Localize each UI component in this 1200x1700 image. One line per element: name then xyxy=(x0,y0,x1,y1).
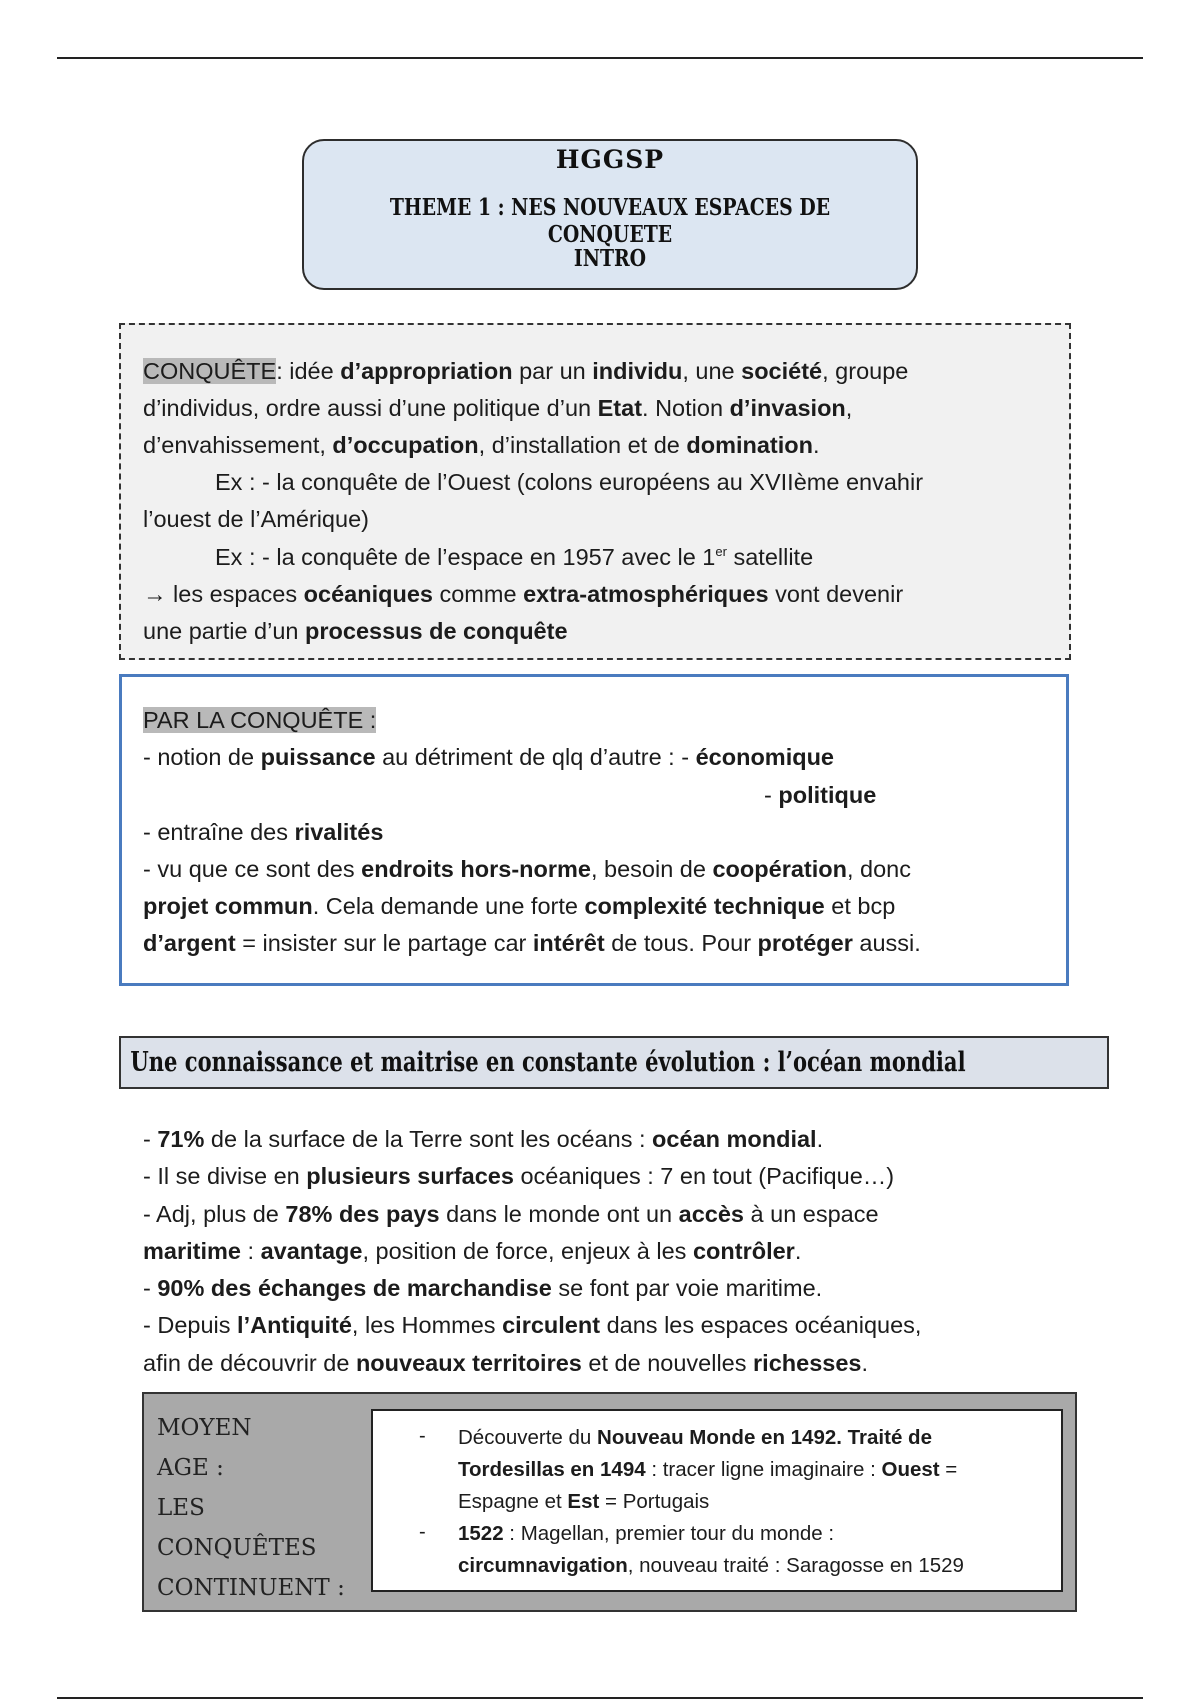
list-item: 1522 : Magellan, premier tour du monde : circumnavigation, nouveau traité : Saragosse en 1529 xyxy=(458,1522,964,1577)
moyen-age-content xyxy=(371,1409,1063,1592)
ocean-line-1: - 71% de la surface de la Terre sont les océans : océan mondial. xyxy=(143,1126,824,1152)
example-2: Ex : - la conquête de l’espace en 1957 avec le 1er satellite xyxy=(215,544,814,570)
par-line-2: - politique xyxy=(764,782,877,808)
bullet-dash: - xyxy=(419,1425,426,1447)
par-heading: PAR LA CONQUÊTE : xyxy=(143,707,377,733)
list-item: Découverte du Nouveau Monde en 1492. Traité de Tordesillas en 1494 : tracer ligne imaginaire : Ouest = Espagne et Est = Portugais xyxy=(458,1426,958,1513)
par-line-4: - vu que ce sont des endroits hors-norme, besoin de coopération, donc xyxy=(143,856,911,882)
definition-box xyxy=(119,323,1071,660)
example-1-line-2: l’ouest de l’Amérique) xyxy=(143,506,369,532)
def-line-2: d’individus, ordre aussi d’une politique d’un Etat. Notion d’invasion, xyxy=(143,395,853,421)
subject-title: HGGSP xyxy=(555,145,665,174)
ocean-line-3: - Adj, plus de 78% des pays dans le monde ont un accès à un espace xyxy=(143,1201,879,1227)
moyen-age-label: MOYEN AGE : LES CONQUÊTES CONTINUENT : xyxy=(157,1415,345,1601)
bullet-dash: - xyxy=(419,1521,426,1543)
ocean-line-7: afin de découvrir de nouveaux territoires et de nouvelles richesses. xyxy=(143,1350,869,1376)
par-line-1: - notion de puissance au détriment de qlq d’autre : - économique xyxy=(143,744,835,770)
ocean-line-6: - Depuis l’Antiquité, les Hommes circulent dans les espaces océaniques, xyxy=(143,1312,922,1338)
par-line-3: - entraîne des rivalités xyxy=(143,819,384,845)
example-1-line-1: Ex : - la conquête de l’Ouest (colons européens au XVIIème envahir xyxy=(215,469,924,495)
ocean-line-2: - Il se divise en plusieurs surfaces océaniques : 7 en tout (Pacifique…) xyxy=(143,1163,895,1189)
theme-title: THEME 1 : NES NOUVEAUX ESPACES DE CONQUETE xyxy=(389,194,831,248)
par-conquete-box xyxy=(119,674,1069,986)
moyen-age-table xyxy=(142,1392,1077,1612)
par-line-6: d’argent = insister sur le partage car intérêt de tous. Pour protéger aussi. xyxy=(143,930,921,956)
top-rule xyxy=(57,57,1143,59)
section-title: Une connaissance et maitrise en constante évolution : l’océan mondial xyxy=(119,1036,1109,1089)
part-title: INTRO xyxy=(573,245,647,272)
def-line-8: une partie d’un processus de conquête xyxy=(143,618,568,644)
def-line-3: d’envahissement, d’occupation, d’installation et de domination. xyxy=(143,432,820,458)
def-line-7: → les espaces océaniques comme extra-atmosphériques vont devenir xyxy=(143,581,904,607)
ocean-line-4: maritime : avantage, position de force, enjeux à les contrôler. xyxy=(143,1238,802,1264)
par-line-5: projet commun. Cela demande une forte complexité technique et bcp xyxy=(143,893,896,919)
ocean-line-5: - 90% des échanges de marchandise se font par voie maritime. xyxy=(143,1275,823,1301)
def-line-1: CONQUÊTE: idée d’appropriation par un individu, une société, groupe xyxy=(143,358,909,384)
title-box xyxy=(302,139,918,290)
bottom-rule xyxy=(57,1697,1143,1699)
